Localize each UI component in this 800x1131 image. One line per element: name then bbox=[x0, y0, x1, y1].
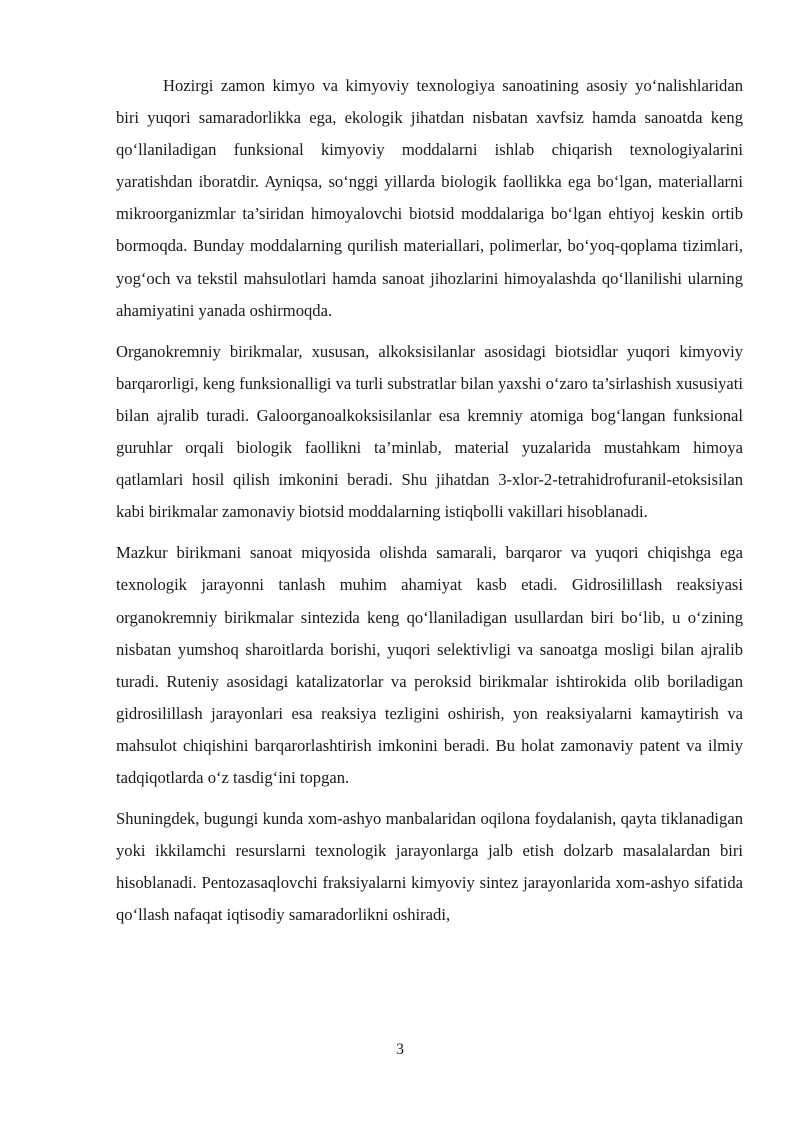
document-body bbox=[116, 70, 743, 940]
paragraph-raw-materials: Shuningdek, bugungi kunda xom-ashyo manbalaridan oqilona foydalanish, qayta tiklanadigan yoki ikkilamchi resurslarni texnologik jarayonlarga jalb etish dolzarb masalalardan biri hisoblanadi. Pentozasaqlovchi fraksiyalarni kimyoviy sintez jarayonlarida xom-ashyo sifatida qo‘llash nafaqat iqtisodiy samaradorlikni oshiradi, bbox=[116, 809, 743, 925]
paragraph-hydrosilylation: Mazkur birikmani sanoat miqyosida olishda samarali, barqaror va yuqori chiqishga ega texnologik jarayonni tanlash muhim ahamiyat kasb etadi. Gidrosilillash reaksiyasi organokremniy birikmalar sintezida keng qo‘llaniladigan usullardan biri bo‘lib, u o‘zining nisbatan yumshoq sharoitlarda borishi, yuqori selektivligi va sanoatga mosligi bilan ajralib turadi. Ruteniy asosidagi katalizatorlar va peroksid birikmalar ishtirokida olib boriladigan gidrosilillash jarayonlari esa reaksiya tezligini oshirish, yon reaksiyalarni kamaytirish va mahsulot chiqishini barqarorlashtirish imkonini beradi. Bu holat zamonaviy patent va ilmiy tadqiqotlarda o‘z tasdig‘ini topgan. bbox=[116, 543, 743, 787]
paragraph-organosilicon: Organokremniy birikmalar, xususan, alkoksisilanlar asosidagi biotsidlar yuqori kimyoviy barqarorligi, keng funksionalligi va turli substratlar bilan yaxshi o‘zaro ta’sirlashish xususiyati bilan ajralib turadi. Galoorganoalkoksisilanlar esa kremniy atomiga bog‘langan funksional guruhlar orqali biologik faollikni ta’minlab, material yuzalarida mustahkam himoya qatlamlari hosil qilish imkonini beradi. Shu jihatdan 3-xlor-2-tetrahidrofuranil-etoksisilan kabi birikmalar zamonaviy biotsid moddalarning istiqbolli vakillari hisoblanadi. bbox=[116, 341, 743, 522]
paragraph-intro: Hozirgi zamon kimyo va kimyoviy texnologiya sanoatining asosiy yo‘nalishlaridan biri yuqori samaradorlikka ega, ekologik jihatdan nisbatan xavfsiz hamda sanoatda keng qo‘llaniladigan funksional kimyoviy moddalarni ishlab chiqarish texnologiyalarini yaratishdan iboratdir. Ayniqsa, so‘nggi yillarda biologik faollikka ega bo‘lgan, materiallarni mikroorganizmlar ta’siridan himoyalovchi biotsid moddalariga bo‘lgan ehtiyoj keskin ortib bormoqda. Bunday moddalarning qurilish materiallari, polimerlar, bo‘yoq-qoplama tizimlari, yog‘och va tekstil mahsulotlari hamda sanoat jihozlarini himoyalashda qo‘llanilishi ularning ahamiyatini yanada oshirmoqda. bbox=[116, 76, 743, 320]
page-number: 3 bbox=[396, 1041, 404, 1058]
